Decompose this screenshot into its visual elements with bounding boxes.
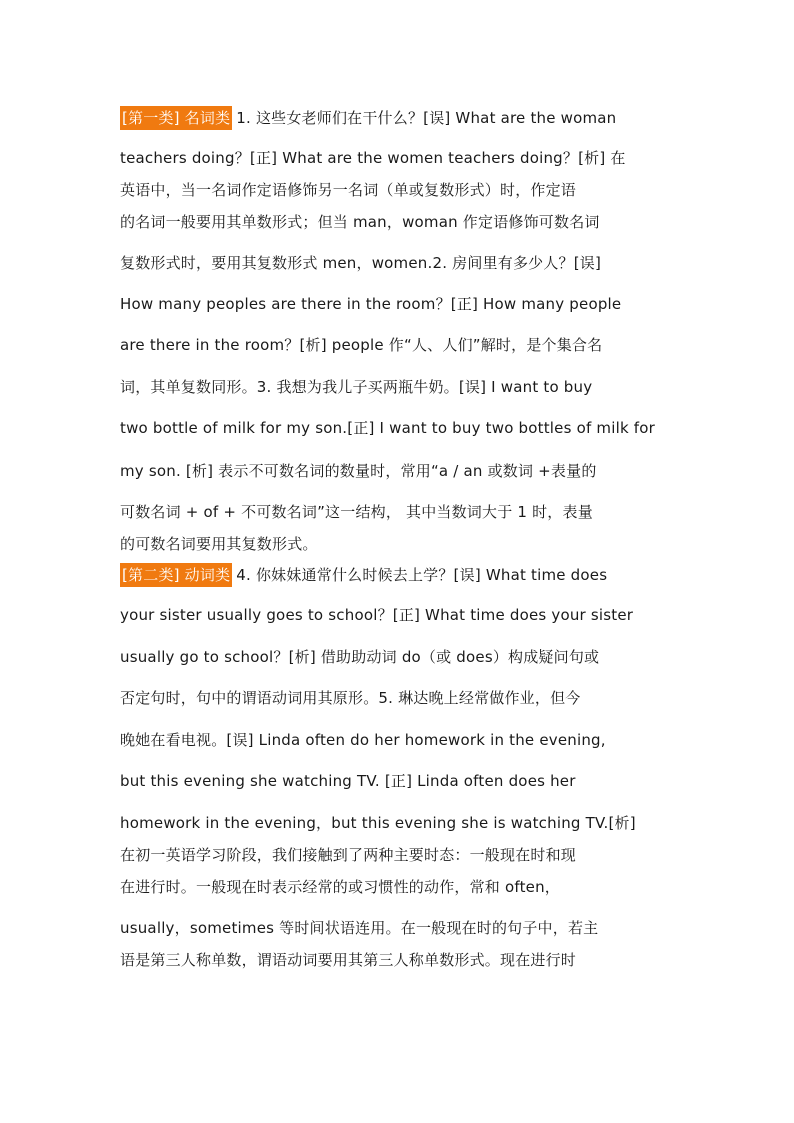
text-line: but this evening she watching TV. [正] Linda often does her <box>120 772 576 790</box>
text-line: How many peoples are there in the room？[正] How many people <box>120 295 622 313</box>
text-line: teachers doing？[正] What are the women teachers doing？[析] 在 <box>120 149 626 167</box>
text-line <box>120 563 680 587</box>
text-line: 英语中，当一名词作定语修饰另一名词（单或复数形式）时，作定语 <box>120 181 577 199</box>
text-line: your sister usually goes to school？[正] What time does your sister <box>120 606 634 624</box>
text-line: two bottle of milk for my son.[正] I want to buy two bottles of milk for <box>120 419 656 437</box>
line-text: 1. 这些女老师们在干什么？[误] What are the woman <box>236 109 617 127</box>
text-line: 复数形式时，要用其复数形式 men，women.2. 房间里有多少人？[误] <box>120 254 602 272</box>
section-tag-verbs: [第二类] 动词类 <box>120 563 232 587</box>
text-line: homework in the evening，but this evening she is watching TV.[析] <box>120 814 636 832</box>
text-line: 词，其单复数同形。3. 我想为我儿子买两瓶牛奶。[误] I want to buy <box>120 378 593 396</box>
text-line: 语是第三人称单数，谓语动词要用其第三人称单数形式。现在进行时 <box>120 951 577 969</box>
text-line: 否定句时，句中的谓语动词用其原形。5. 琳达晚上经常做作业，但今 <box>120 689 581 707</box>
text-line: usually go to school？[析] 借助助动词 do（或 does）构成疑问句或 <box>120 648 600 666</box>
text-line: 的名词一般要用其单数形式；但当 man，woman 作定语修饰可数名词 <box>120 213 600 231</box>
section-tag-nouns: [第一类] 名词类 <box>120 106 232 130</box>
text-line: 在初一英语学习阶段，我们接触到了两种主要时态：一般现在时和现 <box>120 846 577 864</box>
text-line <box>120 106 680 130</box>
text-line: usually，sometimes 等时间状语连用。在一般现在时的句子中，若主 <box>120 919 599 937</box>
line-text: 4. 你妹妹通常什么时候去上学？[误] What time does <box>236 566 608 584</box>
text-line: are there in the room？[析] people 作“人、人们”解时，是个集合名 <box>120 336 603 354</box>
text-line: my son. [析] 表示不可数名词的数量时，常用“a / an 或数词 +表量的 <box>120 462 597 480</box>
text-line: 晚她在看电视。[误] Linda often do her homework in the evening, <box>120 731 606 749</box>
text-line: 在进行时。一般现在时表示经常的或习惯性的动作，常和 often， <box>120 878 560 896</box>
text-line: 的可数名词要用其复数形式。 <box>120 535 318 553</box>
text-line: 可数名词 + of + 不可数名词”这一结构， 其中当数词大于 1 时，表量 <box>120 503 593 521</box>
